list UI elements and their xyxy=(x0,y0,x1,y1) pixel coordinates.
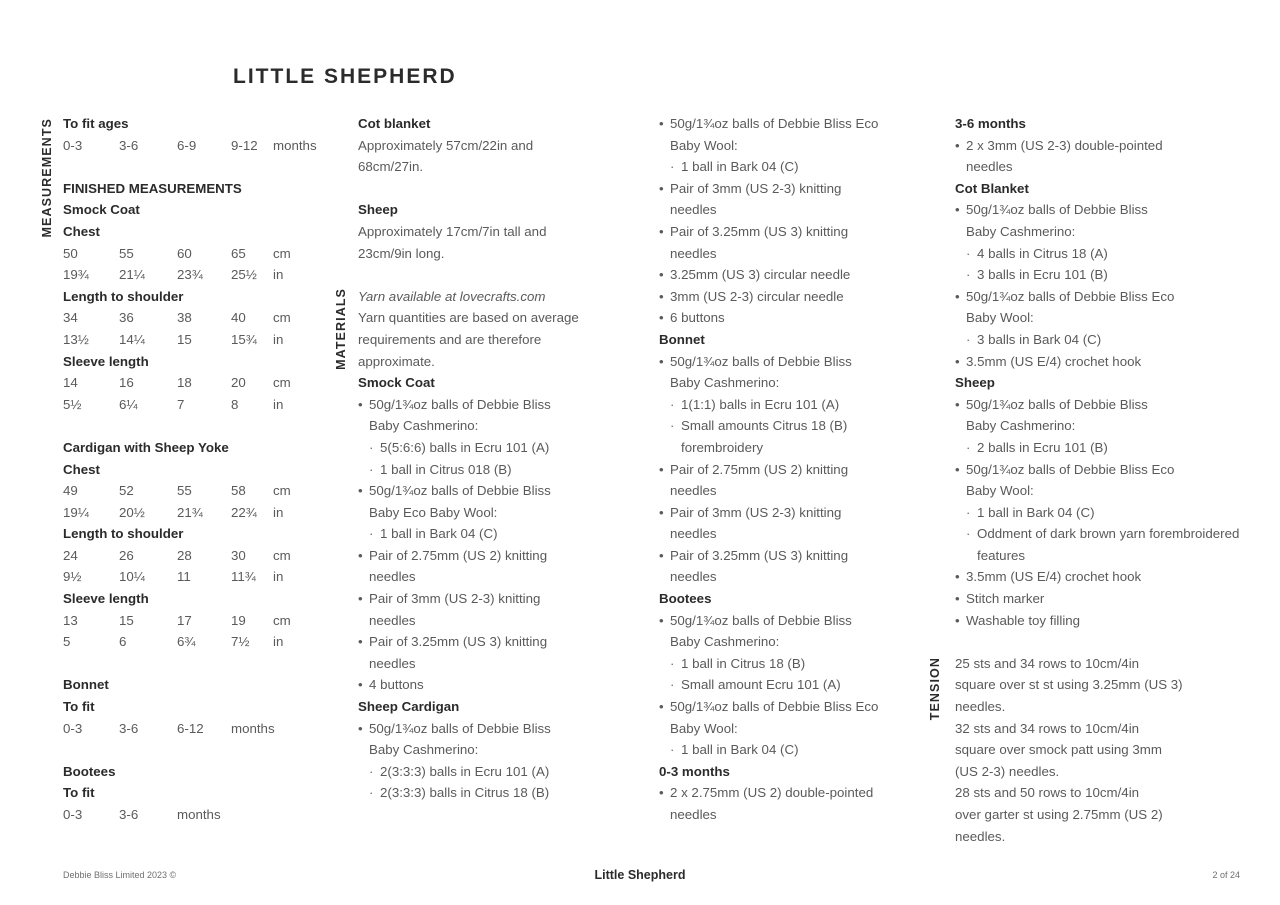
material-item-line: • Stitch marker xyxy=(966,591,1045,607)
tension-line-3: needles. xyxy=(955,699,1006,715)
table-row xyxy=(63,329,363,351)
material-item-line: • 3.5mm (US E/4) crochet hook xyxy=(966,353,1142,369)
value-cell: 14 xyxy=(63,375,78,391)
value-cell: 7½ xyxy=(231,634,250,650)
material-item-line: • 2 x 2.75mm (US 2) double-pointed xyxy=(670,785,874,801)
value-cell: 58 xyxy=(231,483,246,499)
material-item-line: • 3.25mm (US 3) circular needle xyxy=(670,267,851,283)
smock-chest-label: Chest xyxy=(63,223,100,239)
material-item-line: 1 ball in Citrus 018 (B) xyxy=(380,461,512,477)
value-cell: 52 xyxy=(119,483,134,499)
unit-cell: cm xyxy=(273,483,291,499)
material-bullet-item xyxy=(358,588,626,631)
material-item-line: • 50g/1¾oz balls of Debbie Bliss xyxy=(369,396,551,412)
material-sub-item xyxy=(955,523,1244,566)
material-item-line: • Washable toy filling xyxy=(966,612,1081,628)
materials-bonnet-heading: Bonnet xyxy=(659,331,705,347)
material-bullet-item xyxy=(659,545,927,588)
material-item-line: Baby Cashmerino: xyxy=(369,742,479,758)
column-measurements xyxy=(63,113,363,826)
material-item-line: needles xyxy=(670,526,717,542)
table-row xyxy=(63,480,363,502)
material-item-line: • Pair of 3mm (US 2-3) knitting xyxy=(369,591,541,607)
value-cell: 36 xyxy=(119,310,134,326)
material-bullet-item xyxy=(955,566,1240,588)
tension-line-9: needles. xyxy=(955,828,1006,844)
material-bullet-item xyxy=(358,394,626,437)
value-cell: 28 xyxy=(177,547,192,563)
material-item-line: • Pair of 3mm (US 2-3) knitting xyxy=(670,504,842,520)
unit-cell: in xyxy=(273,396,284,412)
material-bullet-item xyxy=(358,674,626,696)
cardigan-sleeve-label: Sleeve length xyxy=(63,591,149,607)
tension-line-6: (US 2-3) needles. xyxy=(955,763,1060,779)
bootees-size-0-3-list xyxy=(659,782,927,825)
spacer xyxy=(955,631,1240,653)
value-cell: 15 xyxy=(119,612,134,628)
size-cell: 6-9 xyxy=(177,137,197,153)
bootees-size-3-6-list xyxy=(955,135,1240,178)
smock-sleeve-label: Sleeve length xyxy=(63,353,149,369)
size-cell: 3-6 xyxy=(119,720,139,736)
bonnet-measure-heading: Bonnet xyxy=(63,677,109,693)
footer-page-number: 2 of 24 xyxy=(1212,870,1240,880)
material-bullet-item xyxy=(659,221,927,264)
materials-smock-coat-list xyxy=(358,394,626,696)
material-item-line: • 50g/1¾oz balls of Debbie Bliss Eco xyxy=(966,288,1175,304)
material-sub-item xyxy=(358,782,626,804)
section-label-tension: TENSION xyxy=(928,657,942,721)
value-cell: 6¼ xyxy=(119,396,138,412)
value-cell: 15 xyxy=(177,331,192,347)
spacer xyxy=(63,653,363,675)
material-bullet-item xyxy=(659,351,927,394)
bootees-measure-heading: Bootees xyxy=(63,763,116,779)
material-item-line: 1(1:1) balls in Ecru 101 (A) xyxy=(681,396,840,412)
materials-sheep-cardigan-list xyxy=(358,718,626,804)
material-bullet-item xyxy=(358,631,626,674)
material-bullet-item xyxy=(659,782,927,825)
spacer xyxy=(63,415,363,437)
table-row xyxy=(63,718,363,740)
value-cell: 6 xyxy=(119,634,127,650)
cardigan-chest-label: Chest xyxy=(63,461,100,477)
material-bullet-item xyxy=(358,545,626,588)
tension-line-5: square over smock patt using 3mm xyxy=(955,742,1162,758)
value-cell: 21¾ xyxy=(177,504,203,520)
material-bullet-item xyxy=(955,135,1240,178)
material-item-line: • 50g/1¾oz balls of Debbie Bliss xyxy=(966,396,1148,412)
materials-bootees-list xyxy=(659,610,927,761)
material-bullet-item xyxy=(955,459,1240,502)
value-cell: 16 xyxy=(119,375,134,391)
material-sub-item xyxy=(955,437,1240,459)
value-cell: 19¼ xyxy=(63,504,89,520)
value-cell: 8 xyxy=(231,396,239,412)
material-bullet-item xyxy=(358,480,626,523)
materials-cot-blanket-list xyxy=(955,199,1240,372)
value-cell: 49 xyxy=(63,483,78,499)
unit-cell: cm xyxy=(273,612,291,628)
material-bullet-item xyxy=(659,502,927,545)
material-sub-item xyxy=(955,264,1240,286)
table-row xyxy=(63,545,363,567)
yarn-note-line2: requirements and are therefore xyxy=(358,331,542,347)
materials-bootees-heading: Bootees xyxy=(659,591,712,607)
value-cell: 17 xyxy=(177,612,192,628)
to-fit-ages-heading: To fit ages xyxy=(63,116,129,131)
material-bullet-item xyxy=(659,459,927,502)
cardigan-heading: Cardigan with Sheep Yoke xyxy=(63,439,229,455)
material-bullet-item xyxy=(955,199,1240,242)
finished-measurements-heading: FINISHED MEASUREMENTS xyxy=(63,180,242,196)
material-item-line: embroidered features xyxy=(977,526,1244,563)
material-item-line: • 50g/1¾oz balls of Debbie Bliss xyxy=(369,483,551,499)
tension-line-4: 32 sts and 34 rows to 10cm/4in xyxy=(955,720,1140,736)
value-cell: 11¾ xyxy=(231,569,256,585)
material-item-line: 1 ball in Bark 04 (C) xyxy=(977,504,1095,520)
material-item-line: 1 ball in Citrus 18 (B) xyxy=(681,655,806,671)
value-cell: 11 xyxy=(177,569,191,585)
material-item-line: needles xyxy=(966,159,1013,175)
table-row xyxy=(63,307,363,329)
tension-line-7: 28 sts and 50 rows to 10cm/4in xyxy=(955,785,1140,801)
value-cell: 55 xyxy=(119,245,134,261)
bootees-size-0-3-heading: 0-3 months xyxy=(659,763,730,779)
table-row xyxy=(63,243,363,265)
material-sub-item xyxy=(659,653,927,675)
materials-bonnet-list xyxy=(659,351,927,589)
material-item-line: • 4 buttons xyxy=(369,677,424,693)
spacer xyxy=(63,156,363,178)
material-item-line: • Pair of 3.25mm (US 3) knitting xyxy=(670,547,849,563)
cardigan-length-label: Length to shoulder xyxy=(63,526,184,542)
material-item-line: • 50g/1¾oz balls of Debbie Bliss Eco xyxy=(670,116,879,131)
material-sub-item xyxy=(955,243,1240,265)
yarn-availability-note: Yarn available at lovecrafts.com xyxy=(358,288,546,304)
material-item-line: Baby Wool: xyxy=(670,720,738,736)
tension-line-2: square over st st using 3.25mm (US 3) xyxy=(955,677,1183,693)
value-cell: 55 xyxy=(177,483,192,499)
unit-cell: cm xyxy=(273,310,291,326)
material-item-line: • 6 buttons xyxy=(670,310,725,326)
material-bullet-item xyxy=(659,113,927,156)
value-cell: 30 xyxy=(231,547,246,563)
column-materials-b xyxy=(659,113,927,826)
size-cell: 9-12 xyxy=(231,137,258,153)
material-item-line: Baby Wool: xyxy=(966,310,1034,326)
material-item-line: 2(3:3:3) balls in Citrus 18 (B) xyxy=(380,785,550,801)
material-bullet-item xyxy=(955,610,1240,632)
value-cell: 13 xyxy=(63,612,78,628)
material-item-line: • 50g/1¾oz balls of Debbie Bliss Eco xyxy=(966,461,1175,477)
spacer xyxy=(358,178,626,200)
material-item-line: 1 ball in Bark 04 (C) xyxy=(380,526,498,542)
materials-smock-coat-heading: Smock Coat xyxy=(358,375,435,391)
material-item-line: Baby Wool: xyxy=(966,483,1034,499)
to-fit-ages-row xyxy=(63,135,363,157)
unit-cell: in xyxy=(273,504,284,520)
value-cell: 6¾ xyxy=(177,634,196,650)
material-item-line: • Pair of 3.25mm (US 3) knitting xyxy=(670,223,849,239)
table-row xyxy=(63,264,363,286)
value-cell: 23¾ xyxy=(177,267,203,283)
unit-cell: months xyxy=(231,720,275,736)
material-bullet-item xyxy=(659,178,927,221)
material-item-line: • 3mm (US 2-3) circular needle xyxy=(670,288,844,304)
materials-cot-blanket-heading: Cot Blanket xyxy=(955,180,1029,196)
bootees-size-3-6-heading: 3-6 months xyxy=(955,116,1026,131)
size-cell: 0-3 xyxy=(63,720,83,736)
material-sub-item xyxy=(358,437,626,459)
unit-cell: months xyxy=(273,137,317,153)
material-item-line: 4 balls in Citrus 18 (A) xyxy=(977,245,1108,261)
value-cell: 5 xyxy=(63,634,71,650)
material-item-line: Baby Cashmerino: xyxy=(670,375,780,391)
value-cell: 65 xyxy=(231,245,246,261)
material-item-line: 1 ball in Bark 04 (C) xyxy=(681,742,799,758)
unit-cell: in xyxy=(273,331,284,347)
column-materials-c xyxy=(955,113,1244,847)
value-cell: 38 xyxy=(177,310,192,326)
material-bullet-item xyxy=(955,351,1240,373)
spacer xyxy=(358,264,626,286)
sheep-measure-line2: 23cm/9in long. xyxy=(358,245,445,261)
material-item-line: Baby Eco Baby Wool: xyxy=(369,504,498,520)
section-label-measurements: MEASUREMENTS xyxy=(40,118,54,238)
value-cell: 60 xyxy=(177,245,192,261)
sheep-measure-line1: Approximately 17cm/7in tall and xyxy=(358,223,547,239)
material-item-line: Oddment of dark brown yarn for xyxy=(977,526,1165,542)
material-sub-item xyxy=(358,761,626,783)
size-cell: 0-3 xyxy=(63,807,83,822)
material-item-line: • Pair of 2.75mm (US 2) knitting xyxy=(670,461,849,477)
value-cell: 21¼ xyxy=(119,267,145,283)
value-cell: 26 xyxy=(119,547,134,563)
unit-cell: in xyxy=(273,267,284,283)
size-cell: 3-6 xyxy=(119,807,139,822)
unit-cell: in xyxy=(273,634,284,650)
value-cell: 20½ xyxy=(119,504,145,520)
material-item-line: Small amount Ecru 101 (A) xyxy=(681,677,841,693)
size-cell: 0-3 xyxy=(63,137,83,153)
tension-line-1: 25 sts and 34 rows to 10cm/4in xyxy=(955,655,1140,671)
material-item-line: 5(5:6:6) balls in Ecru 101 (A) xyxy=(380,439,550,455)
material-sub-item xyxy=(659,674,927,696)
material-bullet-item xyxy=(659,307,927,329)
table-row xyxy=(63,502,363,524)
material-item-line: Baby Cashmerino: xyxy=(966,418,1076,434)
material-bullet-item xyxy=(955,286,1240,329)
material-sub-item xyxy=(955,329,1240,351)
smock-length-label: Length to shoulder xyxy=(63,288,184,304)
material-sub-item xyxy=(358,523,626,545)
material-bullet-item xyxy=(659,610,927,653)
material-item-line: needles xyxy=(670,483,717,499)
materials-sheep-cardigan-list-cont xyxy=(659,113,927,329)
value-cell: 25½ xyxy=(231,267,257,283)
material-item-line: • Pair of 3mm (US 2-3) knitting xyxy=(670,180,842,196)
material-sub-item xyxy=(659,415,927,458)
value-cell: 10¼ xyxy=(119,569,145,585)
material-item-line: • 50g/1¾oz balls of Debbie Bliss xyxy=(369,720,551,736)
material-item-line: • Pair of 3.25mm (US 3) knitting xyxy=(369,634,548,650)
material-bullet-item xyxy=(659,696,927,739)
material-item-line: needles xyxy=(670,202,717,218)
unit-cell: months xyxy=(177,807,221,822)
value-cell: 24 xyxy=(63,547,78,563)
table-row xyxy=(63,372,363,394)
material-item-line: embroidery xyxy=(696,439,764,455)
cot-blanket-measure-line1: Approximately 57cm/22in and xyxy=(358,137,534,153)
cot-blanket-measure-heading: Cot blanket xyxy=(358,116,431,131)
material-item-line: • 50g/1¾oz balls of Debbie Bliss xyxy=(966,202,1148,218)
tension-line-8: over garter st using 2.75mm (US 2) xyxy=(955,807,1163,822)
table-row xyxy=(63,566,363,588)
material-sub-item xyxy=(955,502,1240,524)
material-item-line: • 50g/1¾oz balls of Debbie Bliss xyxy=(670,353,852,369)
page-footer xyxy=(0,870,1280,890)
size-cell: 6-12 xyxy=(177,720,204,736)
value-cell: 18 xyxy=(177,375,192,391)
value-cell: 20 xyxy=(231,375,246,391)
material-bullet-item xyxy=(659,264,927,286)
unit-cell: in xyxy=(273,569,284,585)
unit-cell: cm xyxy=(273,245,291,261)
material-item-line: • Pair of 2.75mm (US 2) knitting xyxy=(369,547,548,563)
material-item-line: 1 ball in Bark 04 (C) xyxy=(681,159,799,175)
material-item-line: • 50g/1¾oz balls of Debbie Bliss xyxy=(670,612,852,628)
material-sub-item xyxy=(659,156,927,178)
value-cell: 9½ xyxy=(63,569,82,585)
material-item-line: Small amounts Citrus 18 (B) for xyxy=(681,418,851,455)
material-sub-item xyxy=(659,739,927,761)
size-cell: 3-6 xyxy=(119,137,139,153)
material-item-line: Baby Wool: xyxy=(670,137,738,153)
table-row xyxy=(63,394,363,416)
material-item-line: 3 balls in Bark 04 (C) xyxy=(977,331,1102,347)
yarn-note-line3: approximate. xyxy=(358,353,435,369)
sheep-measure-heading: Sheep xyxy=(358,202,398,218)
value-cell: 50 xyxy=(63,245,78,261)
value-cell: 7 xyxy=(177,396,185,412)
bonnet-to-fit-label: To fit xyxy=(63,699,95,715)
material-item-line: needles xyxy=(369,612,416,628)
material-sub-item xyxy=(358,459,626,481)
table-row xyxy=(63,804,363,826)
spacer xyxy=(63,739,363,761)
material-item-line: • 3.5mm (US E/4) crochet hook xyxy=(966,569,1142,585)
value-cell: 14¼ xyxy=(119,331,145,347)
unit-cell: cm xyxy=(273,375,291,391)
materials-sheep-cardigan-heading: Sheep Cardigan xyxy=(358,699,460,715)
column-materials-a xyxy=(358,113,626,804)
material-item-line: • 2 x 3mm (US 2-3) double-pointed xyxy=(966,137,1163,153)
value-cell: 40 xyxy=(231,310,246,326)
yarn-note-line1: Yarn quantities are based on average xyxy=(358,310,579,326)
material-item-line: • 50g/1¾oz balls of Debbie Bliss Eco xyxy=(670,699,879,715)
material-item-line: needles xyxy=(670,807,717,822)
unit-cell: cm xyxy=(273,547,291,563)
material-item-line: Baby Cashmerino: xyxy=(966,223,1076,239)
materials-sheep-heading: Sheep xyxy=(955,375,995,391)
material-item-line: 2 balls in Ecru 101 (B) xyxy=(977,439,1108,455)
footer-copyright: Debbie Bliss Limited 2023 © xyxy=(63,870,177,880)
material-bullet-item xyxy=(955,588,1240,610)
value-cell: 19 xyxy=(231,612,246,628)
bootees-to-fit-label: To fit xyxy=(63,785,95,801)
smock-coat-heading: Smock Coat xyxy=(63,202,140,218)
footer-title: Little Shepherd xyxy=(594,868,686,882)
value-cell: 13½ xyxy=(63,331,89,347)
material-item-line: needles xyxy=(670,569,717,585)
value-cell: 5½ xyxy=(63,396,82,412)
value-cell: 34 xyxy=(63,310,78,326)
material-bullet-item xyxy=(358,718,626,761)
cot-blanket-measure-line2: 68cm/27in. xyxy=(358,159,424,175)
value-cell: 15¾ xyxy=(231,331,257,347)
table-row xyxy=(63,631,363,653)
material-bullet-item xyxy=(659,286,927,308)
value-cell: 22¾ xyxy=(231,504,257,520)
material-item-line: needles xyxy=(369,655,416,671)
page-title: LITTLE SHEPHERD xyxy=(233,65,457,88)
material-item-line: Baby Cashmerino: xyxy=(369,418,479,434)
material-bullet-item xyxy=(955,394,1240,437)
material-item-line: needles xyxy=(670,245,717,261)
materials-sheep-list xyxy=(955,394,1244,632)
value-cell: 19¾ xyxy=(63,267,89,283)
material-item-line: 2(3:3:3) balls in Ecru 101 (A) xyxy=(380,763,550,779)
table-row xyxy=(63,610,363,632)
section-label-materials: MATERIALS xyxy=(334,288,348,370)
material-item-line: needles xyxy=(369,569,416,585)
material-item-line: Baby Cashmerino: xyxy=(670,634,780,650)
material-item-line: 3 balls in Ecru 101 (B) xyxy=(977,267,1108,283)
material-sub-item xyxy=(659,394,927,416)
